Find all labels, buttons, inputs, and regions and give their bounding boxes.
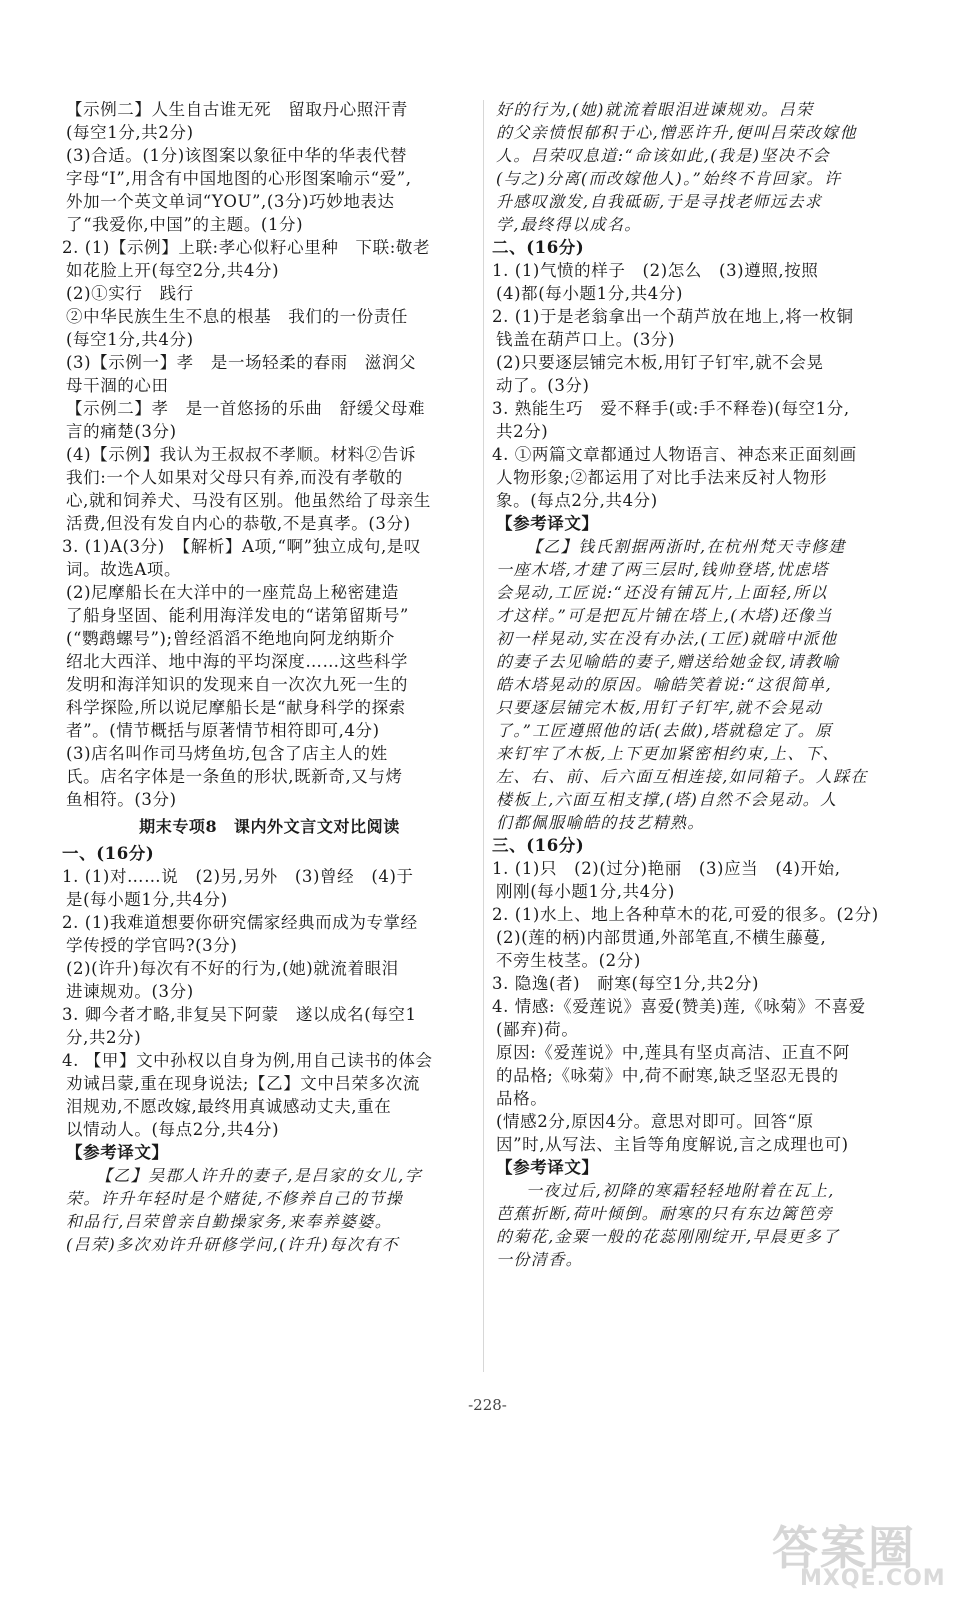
text-line: 【示例二】孝 是一首悠扬的乐曲 舒缓父母难: [66, 399, 426, 418]
text-line: 的品格;《咏菊》中,荷不耐寒,缺乏坚忍无畏的: [496, 1066, 839, 1085]
watermark-cn: 答案圈: [772, 1521, 916, 1575]
text-line: 左、右、前、后六面互相连接,如同箱子。人踩在: [496, 767, 868, 786]
text-line: 荣。许升年轻时是个赌徒,不修养自己的节操: [66, 1189, 404, 1208]
text-line: 品格。: [496, 1089, 548, 1108]
text-line: (4)都(每小题1分,共4分): [496, 284, 683, 303]
page-number: -228-: [468, 1396, 507, 1414]
text-line: (2)(许升)每次有不好的行为,(她)就流着眼泪: [66, 959, 399, 978]
text-line: (“鹦鹉螺号”);曾经滔滔不绝地向阿龙纳斯介: [66, 629, 396, 648]
text-line: 学,最终得以成名。: [496, 215, 642, 234]
text-line: 初一样晃动,实在没有办法,(工匠)就暗中派他: [496, 629, 838, 648]
text-line: (情感2分,原因4分。意思对即可。回答“原: [496, 1112, 814, 1131]
text-line: (2)只要逐层铺完木板,用钉子钉牢,就不会晃: [496, 353, 824, 372]
text-line: 象。(每点2分,共4分): [496, 491, 658, 510]
watermark-en: MXQE.COM: [800, 1566, 946, 1591]
text-line: (2)尼摩船长在大洋中的一座荒岛上秘密建造: [66, 583, 399, 602]
text-line: 字母“I”,用含有中国地图的心形图案喻示“爱”,: [66, 169, 412, 188]
text-line: 人物形象;②都运用了对比手法来反衬人物形: [496, 468, 828, 487]
text-line: 绍北大西洋、地中海的平均深度……这些科学: [66, 652, 408, 671]
text-line: 三、(16分): [492, 836, 585, 855]
text-line: 鱼相符。(3分): [66, 790, 177, 809]
text-line: 升感叹激发,自我砥砺,于是寻找老师远去求: [496, 192, 823, 211]
text-line: 3. (1)A(3分) 【解析】A项,“啊”独立成句,是叹: [62, 537, 422, 556]
text-line: 者”。(情节概括与原著情节相符即可,4分): [66, 721, 380, 740]
text-line: 原因:《爱莲说》中,莲具有坚贞高洁、正直不阿: [496, 1043, 851, 1062]
text-line: 言的痛楚(3分): [66, 422, 177, 441]
text-line: 以情动人。(每点2分,共4分): [66, 1120, 280, 1139]
left-column: [62, 98, 477, 1256]
text-line: 的妻子去见喻皓的妻子,赠送给她金钗,请教喻: [496, 652, 840, 671]
text-line: 【乙】钱氏割据两浙时,在杭州梵天寺修建: [526, 537, 846, 556]
text-line: 泪规劝,不愿改嫁,最终用真诚感动丈夫,重在: [66, 1097, 392, 1116]
text-line: 和品行,吕荣曾亲自勤操家务,来奉养婆婆。: [66, 1212, 393, 1231]
text-line: 动了。(3分): [496, 376, 590, 395]
text-line: 词。故选A项。: [66, 560, 182, 579]
text-line: 【参考译文】: [496, 1158, 599, 1177]
text-line: (鄙弃)荷。: [496, 1020, 579, 1039]
text-line: 的父亲愤恨郁积于心,憎恶许升,便叫吕荣改嫁他: [496, 123, 857, 142]
text-line: 劝诫吕蒙,重在现身说法;【乙】文中吕荣多次流: [66, 1074, 421, 1093]
text-line: 3. 卿今者才略,非复吴下阿蒙 遂以成名(每空1: [62, 1005, 417, 1024]
text-line: 【参考译文】: [66, 1143, 169, 1162]
text-line: 活费,但没有发自内心的恭敬,不是真孝。(3分): [66, 514, 411, 533]
text-line: (4)【示例】我认为王叔叔不孝顺。材料②告诉: [66, 445, 417, 464]
text-line: (与之)分离(而改嫁他人)。”始终不肯回家。许: [496, 169, 842, 188]
text-line: 钱盖在葫芦口上。(3分): [496, 330, 676, 349]
text-line: 一、(16分): [62, 844, 155, 863]
text-line: 了“我爱你,中国”的主题。(1分): [66, 215, 304, 234]
text-line: 【乙】吴郡人许升的妻子,是吕家的女儿,字: [96, 1166, 423, 1185]
text-line: 芭蕉折断,荷叶倾倒。耐寒的只有东边篱笆旁: [496, 1204, 834, 1223]
text-line: 心,就和饲养犬、马没有区别。他虽然给了母亲生: [66, 491, 431, 510]
watermark-logo: [760, 1510, 960, 1590]
text-line: (2)①实行 践行: [66, 284, 194, 303]
text-line: 好的行为,(她)就流着眼泪进谏规劝。吕荣: [496, 100, 814, 119]
text-line: 3. 熟能生巧 爱不释手(或:手不释卷)(每空1分,: [492, 399, 850, 418]
text-line: 因”时,从写法、主旨等角度解说,言之成理也可): [496, 1135, 849, 1154]
text-line: 了船身坚固、能利用海洋发电的“诺第留斯号”: [66, 606, 409, 625]
text-line: 期末专项8 课内外文言文对比阅读: [139, 817, 400, 836]
text-line: 4. 情感:《爱莲说》喜爱(赞美)莲,《咏菊》不喜爱: [492, 997, 866, 1016]
text-line: 一份清香。: [496, 1250, 584, 1269]
text-line: (每空1分,共2分): [66, 123, 194, 142]
text-line: 的菊花,金粟一般的花蕊刚刚绽开,早晨更多了: [496, 1227, 840, 1246]
text-line: 1. (1)对……说 (2)另,另外 (3)曾经 (4)于: [62, 867, 414, 886]
right-column: [492, 98, 922, 1271]
text-line: 氏。店名字体是一条鱼的形状,既新奇,又与烤: [66, 767, 403, 786]
text-line: 楼板上,六面互相支撑,(塔)自然不会晃动。人: [496, 790, 838, 809]
text-line: (每空1分,共4分): [66, 330, 194, 349]
column-divider: [483, 100, 484, 1372]
text-line: 进谏规劝。(3分): [66, 982, 194, 1001]
text-line: 来钉牢了木板,上下更加紧密相约束,上、下、: [496, 744, 840, 763]
text-line: (3)合适。(1分)该图案以象征中华的华表代替: [66, 146, 408, 165]
text-line: (2)(莲的柄)内部贯通,外部笔直,不横生藤蔓,: [496, 928, 827, 947]
text-line: ②中华民族生生不息的根基 我们的一份责任: [66, 307, 408, 326]
text-line: 学传授的学官吗?(3分): [66, 936, 238, 955]
text-line: 外加一个英文单词“YOU”,(3分)巧妙地表达: [66, 192, 395, 211]
text-line: 1. (1)气愤的样子 (2)怎么 (3)遵照,按照: [492, 261, 819, 280]
text-line: (吕荣)多次劝许升研修学问,(许升)每次有不: [66, 1235, 399, 1254]
text-line: 如花脸上开(每空2分,共4分): [66, 261, 280, 280]
text-line: 只要逐层铺完木板,用钉子钉牢,就不会晃动: [496, 698, 823, 717]
text-line: 发明和海洋知识的发现来自一次次九死一生的: [66, 675, 408, 694]
text-line: 刚刚(每小题1分,共4分): [496, 882, 675, 901]
text-line: 一座木塔,才建了两三层时,钱帅登塔,忧虑塔: [496, 560, 829, 579]
text-line: 2. (1)水上、地上各种草木的花,可爱的很多。(2分): [492, 905, 879, 924]
text-line: 科学探险,所以说尼摩船长是“献身科学的探索: [66, 698, 406, 717]
text-line: 才这样。”可是把瓦片铺在塔上,(木塔)还像当: [496, 606, 833, 625]
text-line: 是(每小题1分,共4分): [66, 890, 228, 909]
text-line: 4. 【甲】文中孙权以自身为例,用自己读书的体会: [62, 1051, 433, 1070]
text-line: 不旁生枝茎。(2分): [496, 951, 641, 970]
text-line: 我们:一个人如果对父母只有养,而没有孝敬的: [66, 468, 403, 487]
text-line: 二、(16分): [492, 238, 585, 257]
text-line: 会晃动,工匠说:“还没有铺瓦片,上面轻,所以: [496, 583, 828, 602]
text-line: 【参考译文】: [496, 514, 599, 533]
text-line: 了。”工匠遵照他的话(去做),塔就稳定了。原: [496, 721, 833, 740]
text-line: (3)【示例一】孝 是一场轻柔的春雨 滋润父: [66, 353, 417, 372]
text-line: (3)店名叫作司马烤鱼坊,包含了店主人的姓: [66, 744, 388, 763]
text-line: 母干涸的心田: [66, 376, 169, 395]
text-line: 2. (1)我难道想要你研究儒家经典而成为专掌经: [62, 913, 418, 932]
text-line: 们都佩服喻皓的技艺精熟。: [496, 813, 705, 832]
text-line: 4. ①两篇文章都通过人物语言、神态来正面刻画: [492, 445, 857, 464]
text-line: 共2分): [496, 422, 549, 441]
text-line: 皓木塔晃动的原因。喻皓笑着说:“这很简单,: [496, 675, 833, 694]
text-line: 人。吕荣叹息道:“命该如此,(我是)坚决不会: [496, 146, 830, 165]
text-line: 1. (1)只 (2)(过分)艳丽 (3)应当 (4)开始,: [492, 859, 841, 878]
text-line: 一夜过后,初降的寒霜轻轻地附着在瓦上,: [526, 1181, 835, 1200]
text-line: 2. (1)【示例】上联:孝心似籽心里种 下联:敬老: [62, 238, 431, 257]
text-line: 2. (1)于是老翁拿出一个葫芦放在地上,将一枚铜: [492, 307, 854, 326]
text-line: 分,共2分): [66, 1028, 142, 1047]
text-line: 3. 隐逸(者) 耐寒(每空1分,共2分): [492, 974, 760, 993]
text-line: 【示例二】人生自古谁无死 留取丹心照汗青: [66, 100, 408, 119]
